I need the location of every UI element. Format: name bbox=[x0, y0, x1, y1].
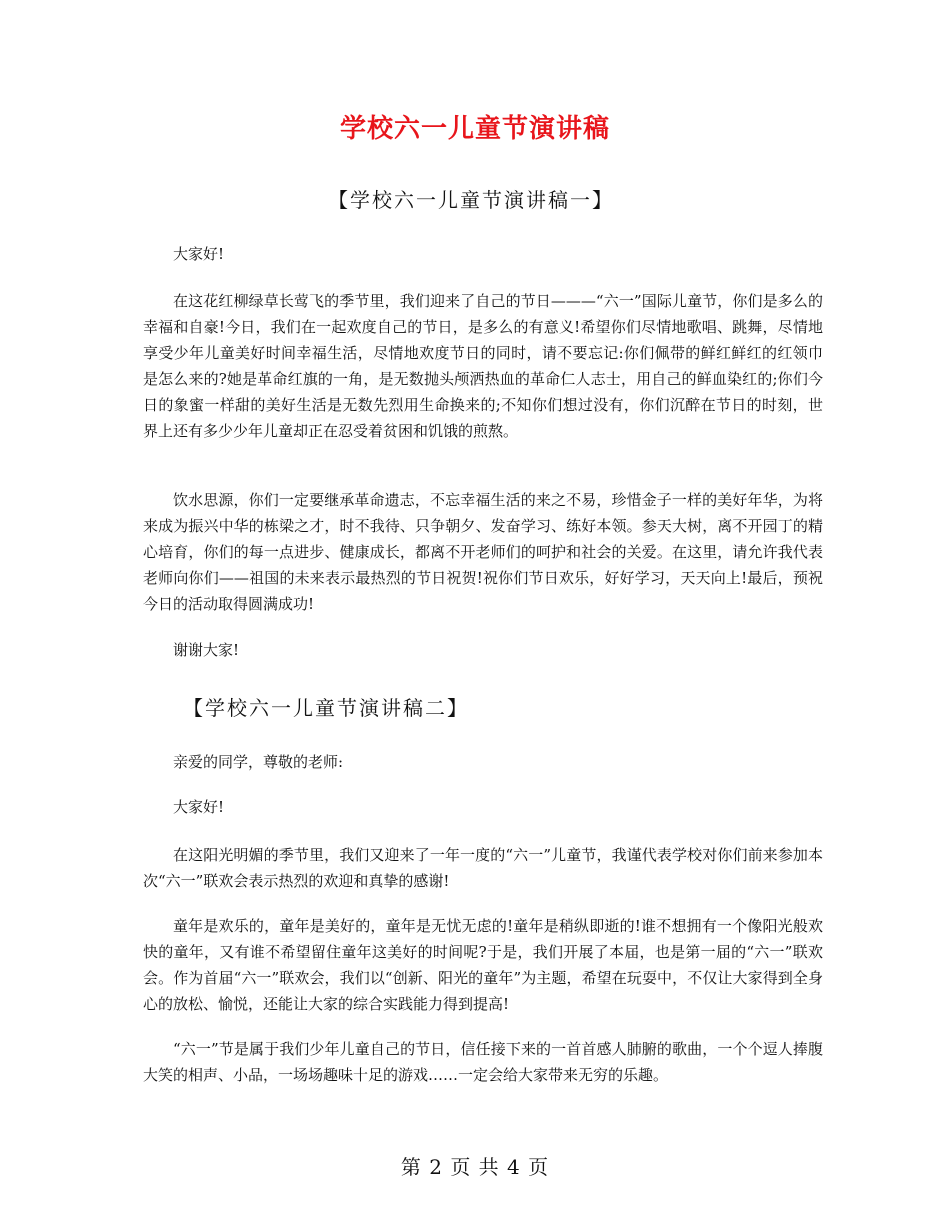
closing-1: 谢谢大家! bbox=[173, 641, 240, 659]
section-heading-2: 【学校六一儿童节演讲稿二】 bbox=[183, 696, 469, 720]
page-title: 学校六一儿童节演讲稿 bbox=[339, 114, 610, 144]
paragraph-2-3: “六一”节是属于我们少年儿童自己的节日，信任接下来的一首首感人肺腑的歌曲，一个个逗人捧腹大笑的相声、小品，一场场趣味十足的游戏……一定会给大家带来无穷的乐趣。 bbox=[143, 1040, 823, 1084]
paragraph-1-1: 在这花红柳绿草长莺飞的季节里，我们迎来了自己的节日———“六一”国际儿童节，你们是多么的幸福和自豪!今日，我们在一起欢度自己的节日，是多么的有意义!希望你们尽情地歌唱、跳舞，尽情地享受少年儿童美好时间幸福生活，尽情地欢度节日的同时，请不要忘记:你们佩带的鲜红鲜红的红领巾是怎么来的?她是革命红旗的一角，是无数抛头颅洒热血的革命仁人志士，用自己的鲜血染红的;你们今日的象蜜一样甜的美好生活是无数先烈用生命换来的;不知你们想过没有，你们沉醉在节日的时刻，世界上还有多少少年儿童却正在忍受着贫困和饥饿的煎熬。 bbox=[143, 292, 823, 440]
paragraph-1-2: 饮水思源，你们一定要继承革命遗志，不忘幸福生活的来之不易，珍惜金子一样的美好年华，为将来成为振兴中华的栋梁之才，时不我待、只争朝夕、发奋学习、练好本领。参天大树，离不开园丁的精心培育，你们的每一点进步、健康成长，都离不开老师们的呵护和社会的关爱。在这里，请允许我代表老师向你们——祖国的未来表示最热烈的节日祝贺!祝你们节日欢乐，好好学习，天天向上!最后，预祝今日的活动取得圆满成功! bbox=[143, 491, 823, 613]
greeting-2: 大家好! bbox=[173, 798, 225, 816]
page-footer: 第 2 页 共 4 页 bbox=[400, 1155, 550, 1179]
paragraph-2-2: 童年是欢乐的，童年是美好的，童年是无忧无虑的!童年是稍纵即逝的!谁不想拥有一个像阳光般欢快的童年，又有谁不希望留住童年这美好的时间呢?于是，我们开展了本届，也是第一届的“六一”联欢会。作为首届“六一”联欢会，我们以“创新、阳光的童年”为主题，希望在玩耍中，不仅让大家得到全身心的放松、愉悦，还能让大家的综合实践能力得到提高! bbox=[143, 917, 823, 1013]
greeting-1: 大家好! bbox=[173, 245, 225, 263]
salutation-2: 亲爱的同学，尊敬的老师: bbox=[173, 753, 344, 771]
paragraph-2-1: 在这阳光明媚的季节里，我们又迎来了一年一度的“六一”儿童节，我谨代表学校对你们前来参加本次“六一”联欢会表示热烈的欢迎和真挚的感谢! bbox=[143, 846, 823, 890]
section-heading-1: 【学校六一儿童节演讲稿一】 bbox=[328, 188, 614, 212]
